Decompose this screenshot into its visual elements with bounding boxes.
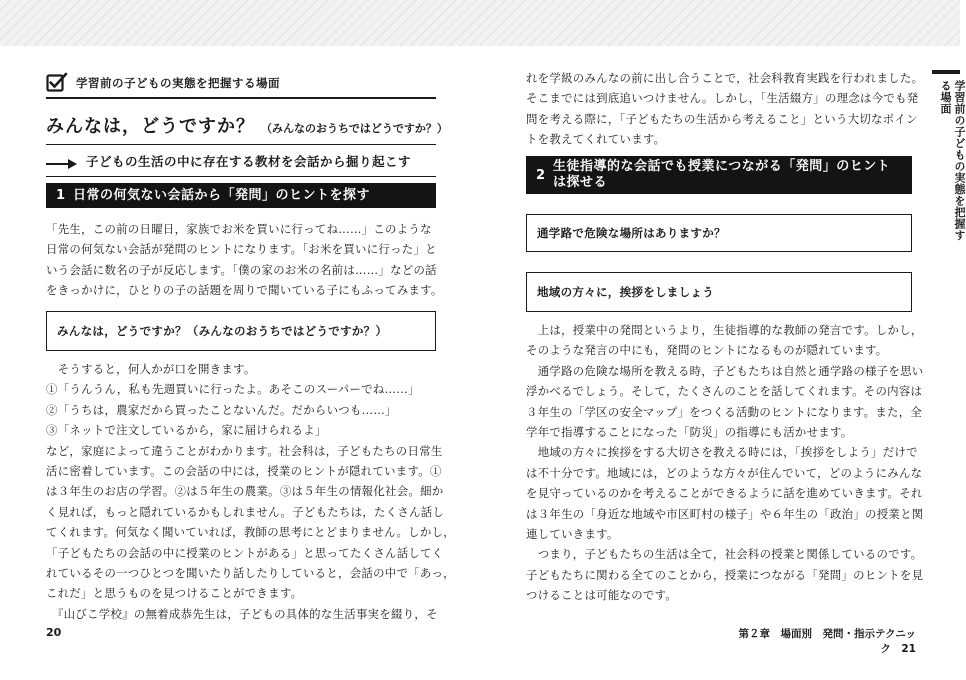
scene-label: 学習前の子どもの実態を把握する場面 <box>76 76 280 90</box>
text-line: これだ」と思うものを見つけることができます。 <box>46 586 303 601</box>
text-line: 上は，授業中の発問というより，生徒指導的な教師の発言です。しかし， <box>526 323 923 337</box>
text-line: ②「うちは，農家だから買ったことないんだ。だからいつも……」 <box>46 402 397 417</box>
text-line: など，家庭によって違うことがわかります。社会科は，子どもたちの日常生 <box>46 443 443 458</box>
text-line: をきっかけに，ひとりの子の話題を周りで聞いている子にもふってみます。 <box>46 283 443 298</box>
text-line: 地域の方々に挨拶をする大切さを教える時には，「挨拶をしよう」だけで <box>526 445 918 460</box>
text-line: 連していきます。 <box>526 527 619 542</box>
subheading-rule <box>46 176 436 177</box>
text-line: 『山びこ学校』の無着成恭先生は，子どもの具体的な生活事実を綴り，そ <box>46 606 438 621</box>
text-line: 学年で指導することになった「防災」の指導にも活かせます。 <box>526 425 853 440</box>
section-1-title: 日常の何気ない会話から「発問」のヒントを探す <box>73 187 371 203</box>
text-line: 「子どもたちの会話の中に授業のヒントがある」と思ってたくさん話してく <box>46 545 444 560</box>
text-line: そこまでには到底追いつけません。しかし，「生活綴方」の理念は今でも発 <box>526 91 919 106</box>
title-rule <box>46 144 436 145</box>
paragraph-top <box>526 68 923 150</box>
side-tab-bar <box>932 70 960 74</box>
paragraph-bottom <box>526 320 923 606</box>
text-line: 「先生，この前の日曜日，家族でお米を買いに行ってね……」このような <box>46 222 432 236</box>
example-box-1: 通学路で危険な場所はありますか？ <box>526 214 912 252</box>
text-line: ③「ネットで注文しているから，家に届けられるよ」 <box>46 423 327 438</box>
text-line: いう会話に数名の子が反応します。「僕の家のお米の名前は……」などの話 <box>46 262 437 277</box>
text-line: トを教えてくれています。 <box>526 132 666 147</box>
text-line: は３年生のお店の学習。②は５年生の農業。③は５年生の情報化社会。細か <box>46 484 444 499</box>
page-number-left: 20 <box>46 626 62 639</box>
paragraph-2 <box>46 359 455 624</box>
arrow-right-icon <box>46 155 78 167</box>
chapter-side-tab <box>932 70 966 250</box>
text-line: 子どもたちに関わる全てのことから，授業につながる「発問」のヒントを見 <box>526 567 924 582</box>
text-line: 活に密着しています。この会話の中には，授業のヒントが隠れています。① <box>46 464 442 479</box>
section-2-header <box>526 156 912 194</box>
paragraph-1 <box>46 219 443 301</box>
page-title <box>46 112 446 138</box>
section-1-header <box>46 183 436 208</box>
running-footer: 第２章 場面別 発問・指示テクニック 21 <box>738 628 916 655</box>
question-box: みんなは，どうですか？（みんなのおうちではどうですか？） <box>46 311 436 351</box>
text-line: てくれます。何気なく聞いていれば，教師の思考にとどまりません。しかし， <box>46 525 455 540</box>
text-line: つまり，子どもたちの生活は全て，社会科の授業と関係しているのです。 <box>526 547 923 562</box>
scene-rule <box>46 97 436 99</box>
section-2-title: 生徒指導的な会話でも授業につながる「発問」のヒントは探せる <box>553 159 891 190</box>
text-line: ①「うんうん，私も先週買いに行ったよ。あそこのスーパーでね……」 <box>46 382 420 397</box>
text-line: を見守っているのかを考えることができるように話を進めていきます。それ <box>526 486 923 501</box>
text-line: く見れば，もっと隠れているかもしれません。子どもたちは，たくさん話し <box>46 504 445 519</box>
top-decorative-band <box>0 0 960 46</box>
text-line: 日常の何気ない会話が発問のヒントになります。「お米を買いに行った」と <box>46 242 437 257</box>
section-2-number: 2 <box>536 167 546 183</box>
text-line: 浮かべるでしょう。そして，たくさんのことを話してくれます。その内容は <box>526 384 923 399</box>
text-line: そうすると，何人かが口を開きます。 <box>46 362 256 376</box>
text-line: ３年生の「学区の安全マップ」をつくる活動のヒントになります。また，全 <box>526 404 923 419</box>
section-1-number: 1 <box>56 188 66 203</box>
text-line: は不十分です。地域には，どのような方々が住んでいて，どのようにみんな <box>526 465 923 480</box>
text-line: は３年生の「身近な地域や市区町村の様子」や６年生の「政治」の授業と関 <box>526 506 924 521</box>
text-line: そのような発言の中にも，発問のヒントになるものが隠れています。 <box>526 343 888 358</box>
text-line: れているその一つひとつを聞いたり話したりしていると，会話の中で「あっ， <box>46 566 455 581</box>
text-line: 通学路の危険な場所を教える時，子どもたちは自然と通学路の様子を思い <box>526 363 924 378</box>
side-tab-label: 学習前の子どもの実態を把握する場面 <box>939 80 966 241</box>
scene-header <box>46 72 436 94</box>
title-main: みんなは，どうですか？ <box>46 116 255 137</box>
example-box-2: 地域の方々に，挨拶をしましょう <box>526 272 912 312</box>
subheading-text: 子どもの生活の中に存在する教材を会話から掘り起こす <box>86 154 412 169</box>
subheading <box>46 152 436 170</box>
text-line: 問を考える際に，「子どもたちの生活から考えること」という大切なポイン <box>526 111 918 126</box>
text-line: つけることは可能なのです。 <box>526 588 678 603</box>
text-line: れを学級のみんなの前に出し合うことで，社会科教育実践を行われました。 <box>526 71 924 85</box>
title-sub: （みんなのおうちではどうですか？） <box>261 122 448 135</box>
checkbox-pencil-icon <box>46 72 70 94</box>
